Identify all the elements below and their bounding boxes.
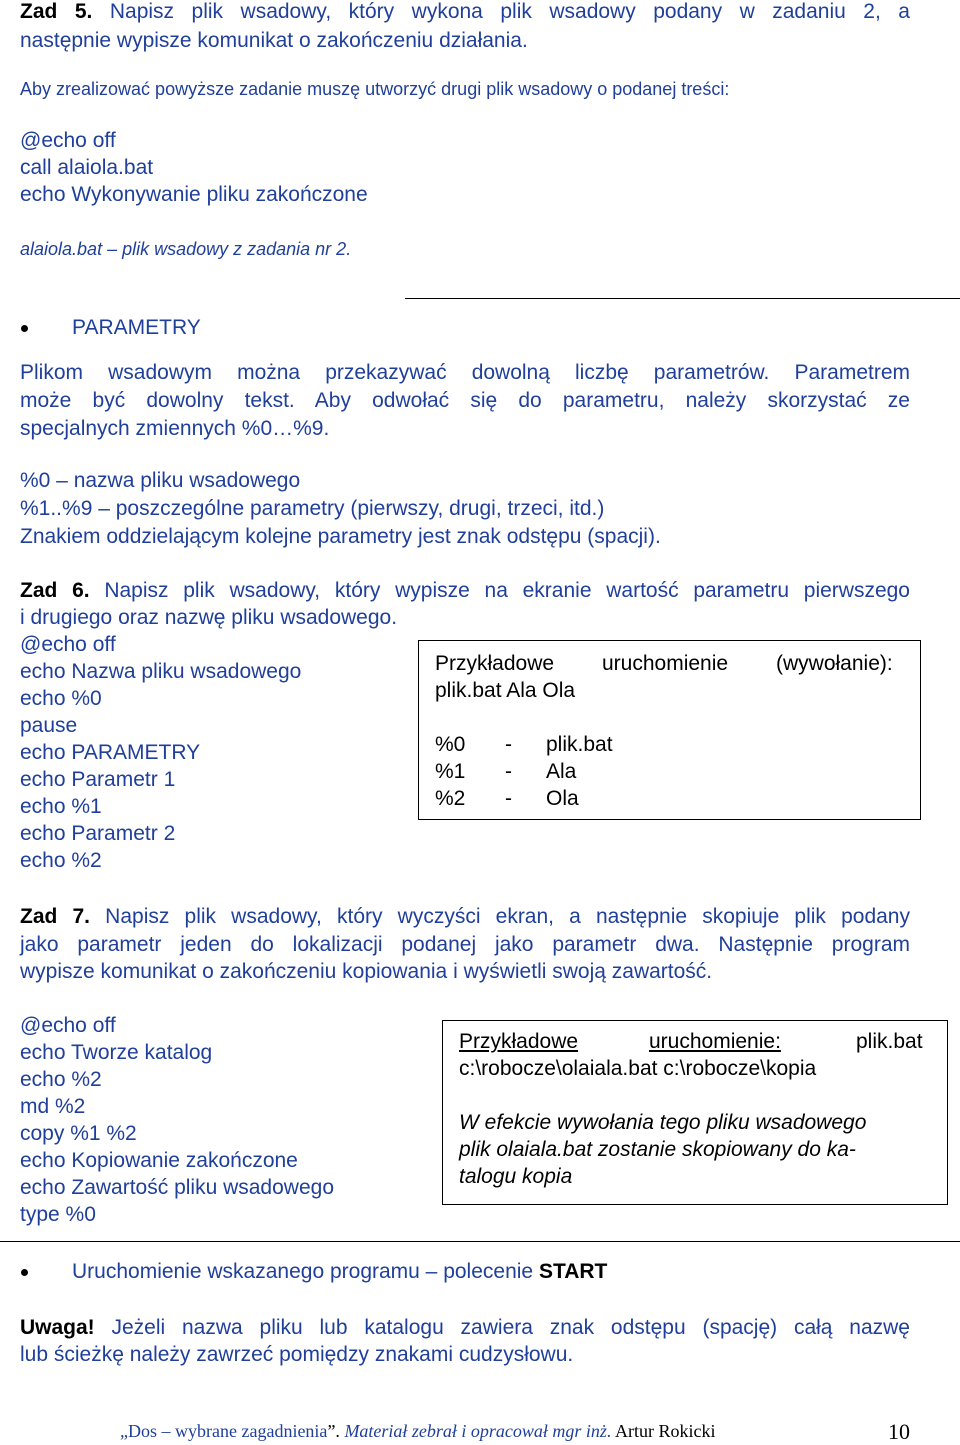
zad6-example-box — [418, 640, 921, 820]
zad6-text-line1: Napisz plik wsadowy, który wypisze na ekranie wartość parametru pierwszego — [104, 579, 910, 602]
zad7-box-italic: plik olaiala.bat zostanie skopiowany do ka- — [459, 1138, 856, 1161]
start-keyword: START — [538, 1260, 608, 1283]
zad7-code-line: type %0 — [20, 1203, 96, 1226]
zad7-box-command: c:\robocze\olaiala.bat c:\robocze\kopia — [459, 1057, 817, 1080]
zad5-intro: Aby zrealizować powyższe zadanie muszę utworzyć drugi plik wsadowy o podanej treści: — [20, 79, 730, 99]
parametry-para-line2: może być dowolny tekst. Aby odwołać się do parametru, należy skorzystać ze — [20, 389, 910, 412]
zad7-code-line: copy %1 %2 — [20, 1122, 137, 1145]
footer-close-quote: ”. — [327, 1421, 340, 1441]
zad6-box-dash: - — [505, 733, 512, 756]
zad5-text-line1: Napisz plik wsadowy, który wykona plik wsadowy podany w zadaniu 2, a — [109, 0, 910, 23]
zad6-code-line: echo Parametr 2 — [20, 822, 176, 845]
start-line — [72, 1259, 607, 1285]
footer-italic: Materiał zebrał i opracował mgr inż. — [344, 1421, 612, 1441]
zad7-code-line: echo Kopiowanie zakończone — [20, 1149, 298, 1172]
zad7-text-line2: jako parametr jeden do lokalizacji podanej jako parametr dwa. Następnie program — [20, 933, 910, 956]
zad7-text-line3: wypisze komunikat o zakończeniu kopiowania i wyświetli swoją zawartość. — [20, 960, 713, 983]
footer-author: Artur Rokicki — [614, 1421, 716, 1441]
uwaga-line1: Jeżeli nazwa pliku lub katalogu zawiera znak odstępu (spację) całą nazwę — [111, 1316, 910, 1339]
zad6-code-line: echo %0 — [20, 687, 102, 710]
zad7-box-word: uruchomienie: — [649, 1030, 781, 1053]
zad6-box-word: (wywołanie): — [776, 652, 893, 675]
zad6-box-var: %2 — [435, 787, 466, 810]
zad7-box-word: Przykładowe — [459, 1030, 579, 1053]
section-divider — [405, 298, 960, 299]
zad7-code-line: md %2 — [20, 1095, 86, 1118]
zad7-code-line: echo Tworze katalog — [20, 1041, 213, 1064]
zad6-box-word: Przykładowe — [435, 652, 555, 675]
zad6-code-line: echo %1 — [20, 795, 102, 818]
parametry-heading: PARAMETRY — [72, 316, 201, 339]
zad6-box-word: uruchomienie — [602, 652, 729, 675]
footer-open-quote: „ — [120, 1421, 128, 1441]
zad6-paragraph — [20, 577, 910, 605]
zad6-box-val: Ola — [546, 787, 579, 810]
zad5-note: alaiola.bat – plik wsadowy z zadania nr 2. — [20, 239, 352, 259]
page-number: 10 — [888, 1419, 910, 1444]
zad7-box-italic: talogu kopia — [459, 1165, 573, 1188]
zad7-text-line1: Napisz plik wsadowy, który wyczyści ekran, a następnie skopiuje plik podany — [105, 905, 910, 928]
footer-title: Dos – wybrane zagadnienia — [128, 1421, 328, 1441]
zad6-code-line: echo %2 — [20, 849, 102, 872]
uwaga-paragraph — [20, 1314, 910, 1342]
zad6-box-dash: - — [505, 787, 512, 810]
zad7-paragraph — [20, 903, 910, 931]
zad6-box-var: %0 — [435, 733, 466, 756]
uwaga-line2: lub ścieżkę należy zawrzeć pomiędzy znakami cudzysłowu. — [20, 1343, 574, 1366]
zad7-box-word: plik.bat — [856, 1030, 923, 1053]
zad6-code-line: pause — [20, 714, 78, 737]
parametry-item: Znakiem oddzielającym kolejne parametry jest znak odstępu (spacji). — [20, 525, 661, 548]
zad5-text-line2: następnie wypisze komunikat o zakończeniu działania. — [20, 29, 528, 52]
zad6-box-var: %1 — [435, 760, 466, 783]
zad5-code-line: call alaiola.bat — [20, 156, 154, 179]
zad7-code-line: echo %2 — [20, 1068, 102, 1091]
uwaga-label: Uwaga! — [20, 1316, 95, 1339]
parametry-item: %0 – nazwa pliku wsadowego — [20, 469, 301, 492]
parametry-para-line3: specjalnych zmiennych %0…%9. — [20, 417, 330, 440]
footer-text — [120, 1421, 715, 1442]
zad6-code-line: echo PARAMETRY — [20, 741, 201, 764]
zad7-code-line: @echo off — [20, 1014, 116, 1037]
section-divider — [0, 1241, 960, 1242]
parametry-item: %1..%9 – poszczególne parametry (pierwszy, drugi, trzeci, itd.) — [20, 497, 605, 520]
zad7-example-box — [442, 1020, 948, 1205]
zad5-code-line: echo Wykonywanie pliku zakończone — [20, 183, 368, 206]
parametry-para-line1: Plikom wsadowym można przekazywać dowolną liczbę parametrów. Parametrem — [20, 361, 910, 384]
zad7-label: Zad 7. — [20, 905, 91, 928]
zad7-code-line: echo Zawartość pliku wsadowego — [20, 1176, 334, 1199]
zad6-code-line: echo Nazwa pliku wsadowego — [20, 660, 302, 683]
zad6-label: Zad 6. — [20, 579, 90, 602]
zad6-code-line: @echo off — [20, 633, 116, 656]
zad6-text-line2: i drugiego oraz nazwę pliku wsadowego. — [20, 606, 398, 629]
zad5-paragraph — [20, 0, 910, 26]
zad6-box-dash: - — [505, 760, 512, 783]
zad5-label: Zad 5. — [20, 0, 93, 23]
bullet-icon — [21, 325, 28, 332]
bullet-icon — [21, 1269, 28, 1276]
zad7-box-italic: W efekcie wywołania tego pliku wsadowego — [459, 1111, 867, 1134]
zad6-box-command: plik.bat Ala Ola — [435, 679, 576, 702]
zad5-code-line: @echo off — [20, 129, 116, 152]
start-text: Uruchomienie wskazanego programu – polecenie — [72, 1260, 539, 1283]
zad6-box-val: Ala — [546, 760, 577, 783]
zad6-box-val: plik.bat — [546, 733, 613, 756]
zad6-code-line: echo Parametr 1 — [20, 768, 176, 791]
